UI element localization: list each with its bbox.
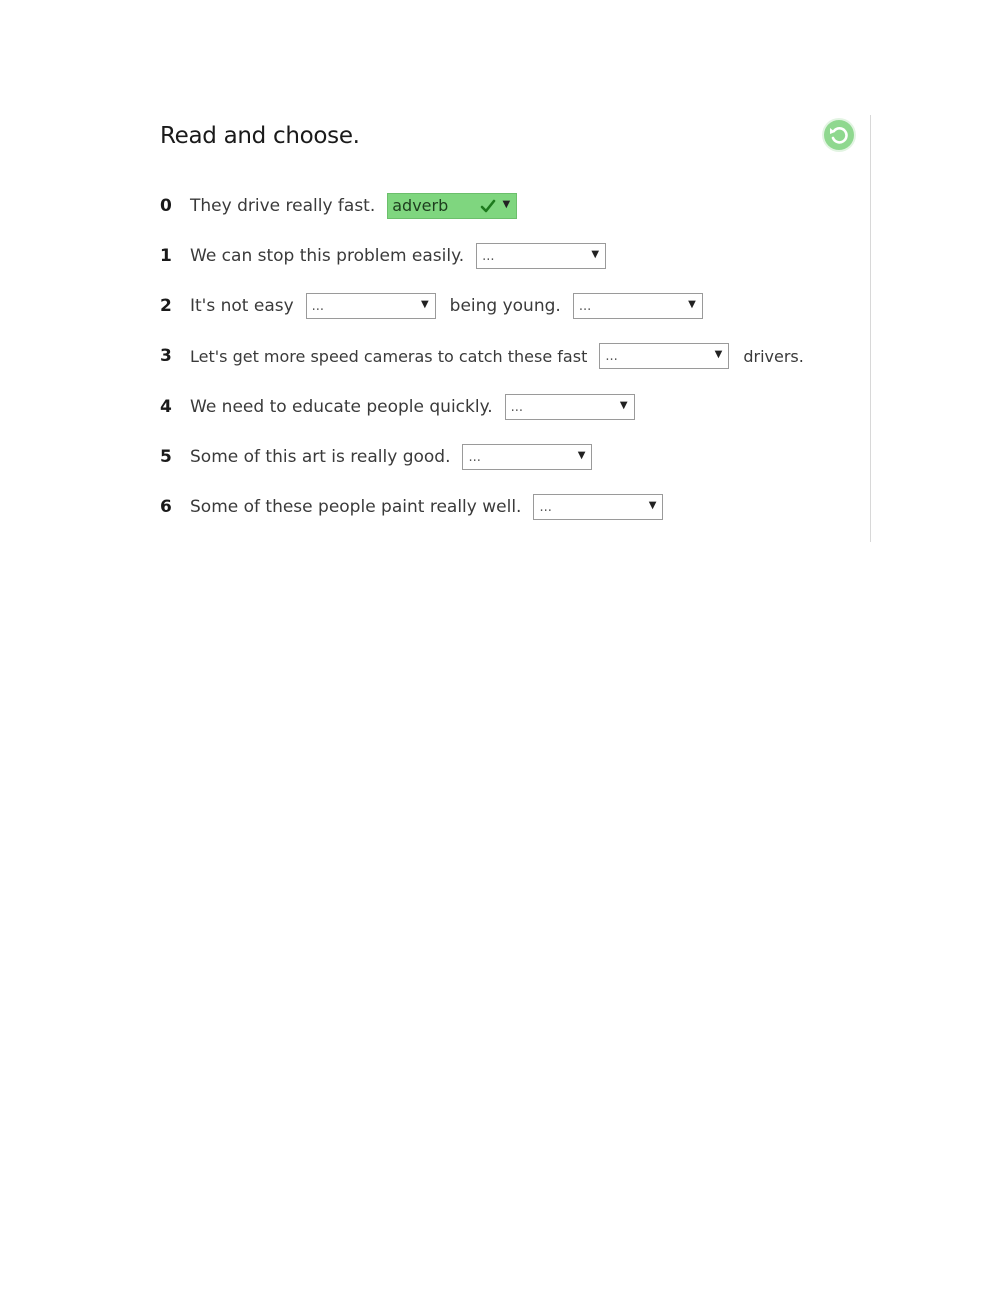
question-number: 6: [160, 497, 172, 517]
dropdown-arrow-icon: ▼: [619, 400, 628, 411]
question-text: Some of these people paint really well.: [190, 497, 522, 517]
question-number: 0: [160, 196, 172, 216]
question-text: It's not easy: [190, 296, 294, 316]
checkmark-icon: [479, 197, 497, 215]
question-text: We need to educate people quickly.: [190, 397, 493, 417]
answer-dropdown-6[interactable]: [533, 494, 663, 520]
dropdown-value: ...: [468, 450, 481, 465]
question-number: 2: [160, 296, 172, 316]
dropdown-arrow-icon: ▼: [648, 500, 657, 511]
question-text: being young.: [449, 296, 561, 316]
dropdown-value: adverb: [392, 196, 449, 215]
dropdown-value: ...: [539, 500, 552, 515]
question-text: They drive really fast.: [190, 196, 376, 216]
dropdown-value: ...: [482, 249, 495, 264]
question-row-3: [160, 342, 804, 370]
dropdown-arrow-icon: ▼: [688, 299, 696, 310]
question-row-1: [160, 242, 620, 270]
question-row-0: [160, 192, 531, 220]
question-row-2: [160, 292, 717, 320]
dropdown-arrow-icon: ▼: [591, 249, 600, 260]
dropdown-arrow-icon: ▼: [502, 199, 511, 210]
question-number: 5: [160, 447, 172, 467]
answer-dropdown-4[interactable]: [505, 394, 635, 420]
question-row-6: [160, 493, 677, 521]
answer-dropdown-3[interactable]: [599, 343, 729, 369]
exercise-panel: [160, 115, 871, 542]
question-text: drivers.: [743, 346, 804, 366]
dropdown-value: ...: [510, 400, 524, 415]
answer-dropdown-2a[interactable]: [306, 293, 436, 319]
question-row-5: [160, 443, 606, 471]
question-number: 4: [160, 397, 172, 417]
answer-dropdown-1[interactable]: [476, 243, 606, 269]
dropdown-arrow-icon: ▼: [577, 450, 586, 461]
dropdown-value: ...: [578, 299, 592, 314]
question-number: 3: [160, 346, 172, 366]
undo-icon: [824, 120, 854, 150]
question-number: 1: [160, 246, 172, 266]
question-text: Let's get more speed cameras to catch these fast: [190, 346, 588, 366]
answer-dropdown-0[interactable]: [387, 193, 517, 219]
question-row-4: [160, 393, 649, 421]
dropdown-value: ...: [311, 299, 325, 314]
dropdown-value: ...: [605, 349, 618, 364]
question-text: We can stop this problem easily.: [190, 246, 465, 266]
dropdown-arrow-icon: ▼: [714, 349, 723, 360]
answer-dropdown-2b[interactable]: [573, 293, 703, 319]
answer-dropdown-5[interactable]: [462, 444, 592, 470]
dropdown-arrow-icon: ▼: [420, 299, 429, 310]
question-text: Some of this art is really good.: [190, 447, 451, 467]
reset-button[interactable]: [824, 120, 854, 150]
page-title: Read and choose.: [160, 123, 360, 149]
